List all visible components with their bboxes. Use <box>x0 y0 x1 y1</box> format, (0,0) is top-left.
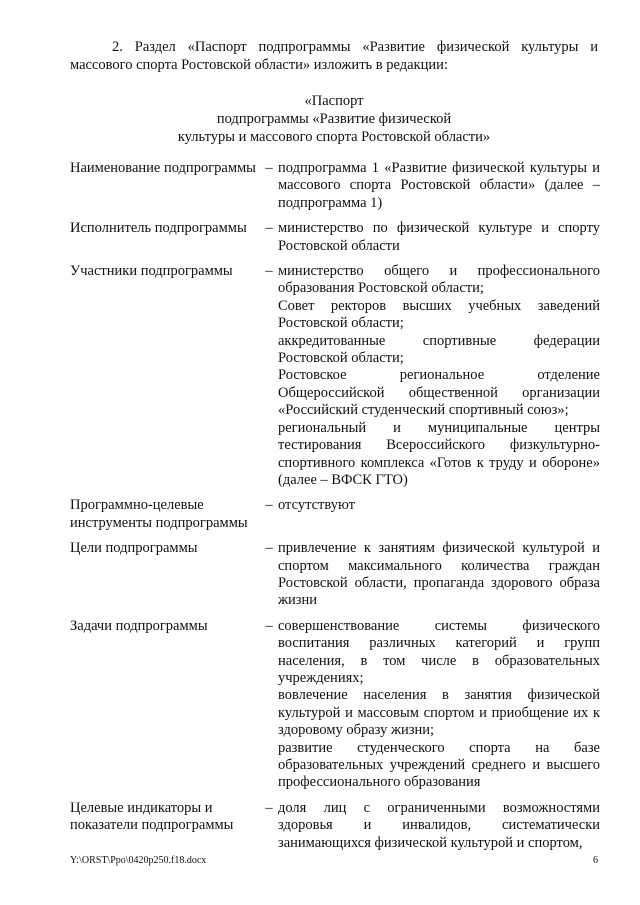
value-paragraph: Ростовское региональное отделение Общероссийской общественной организации «Российский студенческий спортивный союз»; <box>278 367 600 419</box>
intro-paragraph: 2. Раздел «Паспорт подпрограммы «Развитие физической культуры и массового спорта Ростовской области» изложить в редакции: <box>70 39 598 73</box>
passport-row <box>70 540 600 618</box>
title-line-1: «Паспорт <box>304 93 364 109</box>
value-paragraph: вовлечение населения в занятия физической культурой и массовым спортом и приобщение их к здоровому образу жизни; <box>278 687 600 739</box>
value-paragraph: привлечение к занятиям физической культурой и спортом максимального количества граждан Ростовской области, пропаганда здорового образа жизни <box>278 540 600 609</box>
value-paragraph: региональный и муниципальные центры тестирования Всероссийского физкультурно-спортивного комплекса «Готов к труду и обороне» (далее – ВФСК ГТО) <box>278 419 600 488</box>
value-paragraph: подпрограмма 1 «Развитие физической культуры и массового спорта Ростовской области» (далее – подпрограмма 1) <box>278 160 600 211</box>
passport-row <box>70 618 600 800</box>
row-dash: – <box>265 160 273 176</box>
value-paragraph: развитие студенческого спорта на базе образовательных учреждений среднего и высшего профессионального образования <box>278 739 600 791</box>
row-dash: – <box>265 220 273 237</box>
row-label: Наименование подпрограммы <box>70 160 256 176</box>
row-value <box>278 618 600 800</box>
page-number: 6 <box>593 855 598 866</box>
row-value <box>278 540 600 618</box>
row-label: Программно-целевые инструменты подпрограммы <box>70 497 248 531</box>
row-dash: – <box>265 617 273 634</box>
passport-row <box>70 800 600 860</box>
row-value <box>278 263 600 497</box>
row-label: Участники подпрограммы <box>70 263 233 280</box>
passport-row <box>70 497 600 540</box>
passport-title <box>70 92 598 146</box>
title-line-2: подпрограммы «Развитие физической <box>216 111 452 127</box>
row-value <box>278 497 600 540</box>
row-label: Целевые индикаторы и показатели подпрограммы <box>70 799 234 834</box>
page-footer <box>70 855 598 866</box>
row-value <box>278 800 600 860</box>
row-dash: – <box>265 799 273 816</box>
passport-row <box>70 263 600 497</box>
file-path: Y:\ORST\Ppo\0420p250.f18.docx <box>70 855 207 866</box>
value-paragraph: Совет ректоров высших учебных заведений Ростовской области; <box>278 297 600 332</box>
passport-row <box>70 160 600 220</box>
row-label: Задачи подпрограммы <box>70 617 208 634</box>
title-line-3: культуры и массового спорта Ростовской области» <box>177 129 491 145</box>
row-value <box>278 220 600 263</box>
row-dash: – <box>265 263 273 280</box>
row-label: Исполнитель подпрограммы <box>70 220 247 237</box>
value-paragraph: аккредитованные спортивные федерации Ростовской области; <box>278 332 600 367</box>
passport-table <box>70 160 600 860</box>
value-paragraph: министерство общего и профессионального образования Ростовской области; <box>278 263 600 297</box>
row-dash: – <box>265 540 273 557</box>
row-dash: – <box>265 497 273 514</box>
value-paragraph: министерство по физической культуре и спорту Ростовской области <box>278 220 600 254</box>
value-paragraph: доля лиц с ограниченными возможностями здоровья и инвалидов, систематически занимающихся физической культурой и спортом, <box>278 799 600 851</box>
value-paragraph: отсутствуют <box>278 497 355 514</box>
passport-row <box>70 220 600 263</box>
value-paragraph: совершенствование системы физического воспитания различных категорий и групп населения, в том числе в образовательных учреждениях; <box>278 617 600 686</box>
row-value <box>278 160 600 220</box>
row-label: Цели подпрограммы <box>70 540 198 557</box>
